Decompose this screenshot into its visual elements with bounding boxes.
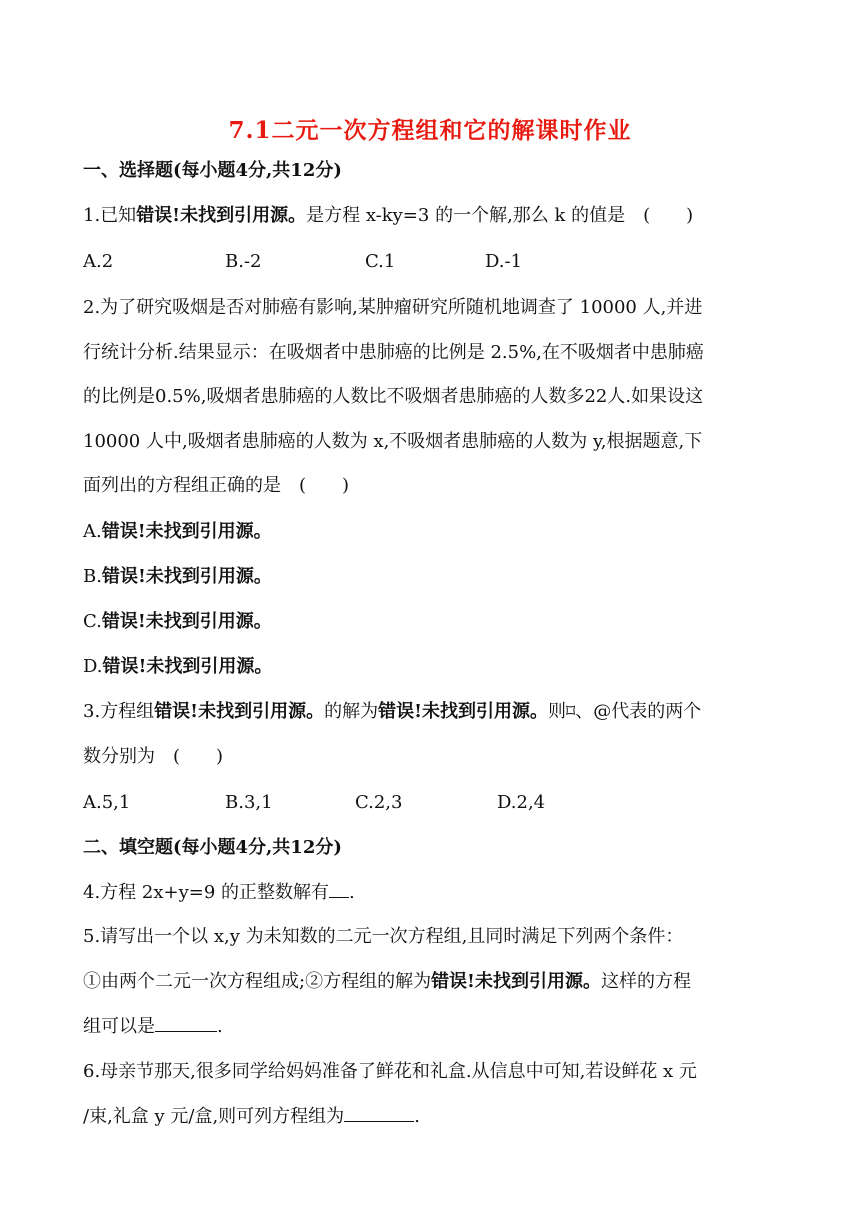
reference-error: 错误!未找到引用源。 [431, 971, 601, 992]
question-1-text-pre: 已知 [100, 205, 137, 226]
option-d: D.-1 [485, 251, 523, 272]
question-3-text-pre: 方程组 [100, 701, 155, 722]
page-title: 7.1二元一次方程组和它的解课时作业 [228, 117, 632, 144]
question-4-text: 4.方程 2x+y=9 的正整数解有 [83, 882, 330, 903]
question-6-end: . [414, 1106, 420, 1127]
option-a: A.2 [83, 251, 114, 272]
question-5-text-pre: ①由两个二元一次方程组成;②方程组的解为 [83, 971, 432, 992]
reference-error: 错误!未找到引用源。 [101, 566, 272, 587]
option-b: B.-2 [225, 251, 262, 272]
question-1-text-post: 是方程 x-ky=3 的一个解,那么 k 的值是 ( ) [306, 205, 694, 226]
reference-error: 错误!未找到引用源。 [154, 701, 325, 722]
question-2-option-d [83, 654, 272, 680]
placeholder-symbol-icon: ⌑ [566, 701, 576, 722]
section-heading-choice: 一、选择题(每小题4分,共12分) [83, 160, 342, 181]
question-3-text-post-1: 则 [548, 701, 566, 722]
question-2-option-b [83, 564, 272, 590]
question-3-number: 3. [83, 701, 101, 722]
question-6-line-2 [83, 1104, 420, 1130]
question-5-end: . [217, 1016, 223, 1037]
option-label: B. [83, 566, 102, 587]
option-label: A. [83, 521, 102, 542]
question-5-text-post: 这样的方程 [600, 971, 691, 992]
question-3-text-post-2: 、@代表的两个 [575, 701, 702, 722]
question-6-text-pre: /束,礼盒 y 元/盒,则可列方程组为 [83, 1106, 345, 1127]
question-5-text-line3: 组可以是 [83, 1016, 155, 1037]
option-label: C. [83, 611, 102, 632]
answer-blank[interactable] [344, 1105, 414, 1122]
answer-blank[interactable] [155, 1015, 217, 1032]
question-3-line-2: 数分别为 ( ) [83, 746, 224, 767]
question-6-line-1: 6.母亲节那天,很多同学给妈妈准备了鲜花和礼盒.从信息中可知,若设鲜花 x 元 [83, 1061, 697, 1082]
reference-error: 错误!未找到引用源。 [101, 521, 272, 542]
question-2-option-c [83, 609, 272, 635]
section-heading-fill-in: 二、填空题(每小题4分,共12分) [83, 837, 342, 858]
option-b: B.3,1 [225, 792, 273, 813]
question-3-text-mid: 的解为 [324, 701, 379, 722]
question-1 [83, 203, 693, 229]
option-c: C.1 [365, 251, 396, 272]
question-2-line-5: 面列出的方程组正确的是 ( ) [83, 475, 350, 496]
reference-error: 错误!未找到引用源。 [102, 656, 273, 677]
question-4-end: . [349, 882, 355, 903]
question-5-line-1: 5.请写出一个以 x,y 为未知数的二元一次方程组,且同时满足下列两个条件： [83, 926, 684, 947]
option-d: D.2,4 [497, 792, 546, 813]
question-3-line-1 [83, 699, 701, 725]
question-1-number: 1. [83, 205, 101, 226]
question-2-option-a [83, 519, 272, 545]
reference-error: 错误!未找到引用源。 [136, 205, 307, 226]
reference-error: 错误!未找到引用源。 [101, 611, 272, 632]
question-2-line-2: 行统计分析.结果显示：在吸烟者中患肺癌的比例是 2.5%,在不吸烟者中患肺癌 [83, 342, 704, 363]
reference-error: 错误!未找到引用源。 [378, 701, 548, 722]
option-a: A.5,1 [83, 792, 131, 813]
answer-blank[interactable] [329, 881, 349, 898]
question-2-line-3: 的比例是0.5%,吸烟者患肺癌的人数比不吸烟者患肺癌的人数多22人.如果设这 [83, 386, 704, 407]
question-5-line-3 [83, 1014, 223, 1040]
option-label: D. [83, 656, 103, 677]
option-c: C.2,3 [355, 792, 403, 813]
question-4 [83, 880, 355, 906]
question-2-line-1: 2.为了研究吸烟是否对肺癌有影响,某肿瘤研究所随机地调查了 10000 人,并进 [83, 297, 703, 318]
question-5-line-2 [83, 969, 691, 995]
question-2-line-4: 10000 人中,吸烟者患肺癌的人数为 x,不吸烟者患肺癌的人数为 y,根据题意,下 [83, 431, 703, 452]
